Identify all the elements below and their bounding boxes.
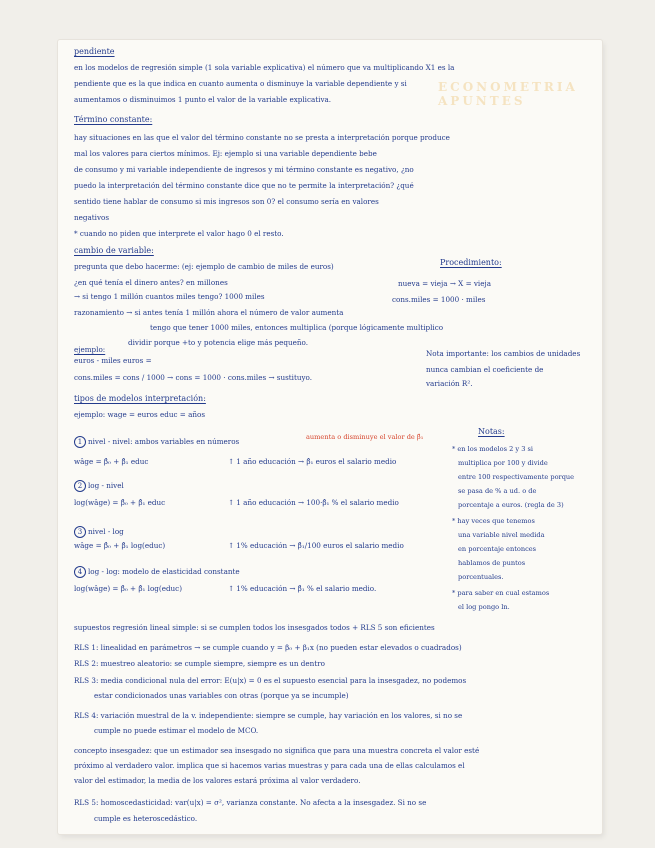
text-line: negativos [74,213,110,222]
model-nivel-nivel [74,436,239,448]
number-badge: 4 [74,566,86,578]
note-line: una variable nivel medida [458,531,545,539]
assumption-rls2: RLS 2: muestreo aleatorio: se cumple siempre, siempre es un dentro [74,659,325,668]
text-line: pendiente que es la que indica en cuanto aumenta o disminuye la variable dependiente y si [74,79,407,88]
formula-line: cons.miles = 1000 · miles [392,295,486,304]
assumption-rls3: RLS 3: media condicional nula del error: E(u|x) = 0 es el supuesto esencial para la insesgadez, no podemos [74,676,467,685]
note-line: * en los modelos 2 y 3 si [452,445,533,453]
text-line: ¿en qué tenía el dinero antes? en millones [74,278,228,287]
model-title: log - log: modelo de elasticidad constante [88,567,240,576]
model-title: nivel - nivel: ambos variables en números [88,437,240,446]
model-log-log [74,566,240,578]
text-line: euros - miles euros = [74,356,152,365]
heading-notas: Notas: [478,427,505,436]
model-nivel-log [74,526,124,538]
heading-tipos-modelos: tipos de modelos interpretación: [74,394,206,403]
note-line: porcentaje a euros. (regla de 3) [458,501,564,509]
number-badge: 3 [74,526,86,538]
formula-line: cons.miles = cons / 1000 → cons = 1000 · cons.miles → sustituyo. [74,373,313,382]
text-line: hay situaciones en las que el valor del término constante no se presta a interpretación porque produce [74,133,450,142]
formula-line: log(wâge) = β̂₀ + β̂₁ educ [74,498,166,507]
text-line: puedo la interpretación del término constante dice que no te permite la interpretación? ¿qué [74,181,414,190]
number-badge: 2 [74,480,86,492]
assumption-rls1: RLS 1: linealidad en parámetros → se cumple cuando y = β₀ + β₁x (no pueden estar elevados o cuadrados) [74,643,462,652]
heading-termino-constante: Término constante: [74,115,153,124]
heading-supuestos: supuestos regresión lineal simple: si se cumplen todos los insesgados todos + RLS 5 son eficientes [74,623,435,632]
model-title: nivel - log [88,527,124,536]
note-line: * hay veces que tenemos [452,517,535,525]
watermark-text: ECONOMETRIA APUNTES [438,80,578,108]
formula-line: log(wâge) = β̂₀ + β̂₁ log(educ) [74,584,183,593]
note-line: nunca cambian el coeficiente de [426,365,544,374]
text-line: próximo al verdadero valor. implica que si hacemos varias muestras y para cada una de ellas calculamos el [74,761,465,770]
note-line: multiplica por 100 y divide [458,459,548,467]
interpretation-line: ↑ 1% educación → β̂₁ % el salario medio. [228,584,377,593]
text-line: valor del estimador, la media de los valores estará próxima al valor verdadero. [74,776,361,785]
heading-ejemplo: ejemplo: [74,345,106,354]
note-line: el log pongo ln. [458,603,510,611]
annotation-red: aumenta o disminuye el valor de β̂₁ [306,433,424,441]
formula-line: nueva = vieja → X = vieja [398,279,492,288]
text-line: dividir porque +to y potencia elige más pequeño. [128,338,308,347]
interpretation-line: ↑ 1 año educación → 100·β̂₁ % el salario medio [228,498,399,507]
text-line: aumentamos o disminuimos 1 punto el valor de la variable explicativa. [74,95,332,104]
note-line: en porcentaje entonces [458,545,537,553]
text-line: cumple es heteroscedástico. [94,814,198,823]
text-line: ejemplo: wage = euros educ = años [74,410,206,419]
note-line: hablamos de puntos [458,559,526,567]
text-line: estar condicionados unas variables con otras (porque ya se incumple) [94,691,349,700]
notebook-page [58,40,602,834]
note-line: porcentuales. [458,573,504,581]
interpretation-line: ↑ 1% educación → β̂₁/100 euros el salario medio [228,541,404,550]
heading-pendiente: pendiente [74,47,115,56]
text-line: mal los valores para ciertos mínimos. Ej: ejemplo si una variable dependiente bebe [74,149,377,158]
note-line: entre 100 respectivamente porque [458,473,575,481]
model-log-nivel [74,480,124,492]
number-badge: 1 [74,436,86,448]
heading-cambio-variable: cambio de variable: [74,246,154,255]
interpretation-line: ↑ 1 año educación → β̂₁ euros el salario medio [228,457,397,466]
formula-line: wâge = β̂₀ + β̂₁ educ [74,457,149,466]
text-line: razonamiento → si antes tenía 1 millón ahora el número de valor aumenta [74,308,344,317]
model-title: log - nivel [88,481,124,490]
text-line: tengo que tener 1000 miles, entonces multiplica (porque lógicamente multiplico [150,323,444,332]
text-line: * cuando no piden que interprete el valor hago 0 el resto. [74,229,284,238]
note-line: se pasa de % a ud. o de [458,487,537,495]
formula-line: wâge = β̂₀ + β̂₁ log(educ) [74,541,166,550]
note-line: * para saber en cual estamos [452,589,550,597]
text-line: → si tengo 1 millón cuantos miles tengo? 1000 miles [74,292,265,301]
assumption-rls5: RLS 5: homoscedasticidad: var(u|x) = σ², varianza constante. No afecta a la insesgadez. Si no se [74,798,427,807]
text-line: cumple no puede estimar el modelo de MCO. [94,726,259,735]
text-line: sentido tiene hablar de consumo si mis ingresos son 0? el consumo sería en valores [74,197,379,206]
concepto-insesgadez: concepto insesgadez: que un estimador sea insesgado no significa que para una muestra concreta el valor esté [74,746,480,755]
note-line: variación R². [426,379,473,388]
heading-procedimiento: Procedimiento: [440,258,502,267]
note-important: Nota importante: los cambios de unidades [426,349,581,358]
text-line: pregunta que debo hacerme: (ej: ejemplo de cambio de miles de euros) [74,262,334,271]
text-line: en los modelos de regresión simple (1 sola variable explicativa) el número que va multiplicando X1 es la [74,63,455,72]
text-line: de consumo y mi variable independiente de ingresos y mi término constante es negativo, ¿no [74,165,414,174]
assumption-rls4: RLS 4: variación muestral de la v. independiente: siempre se cumple, hay variación en los valores, si no se [74,711,463,720]
